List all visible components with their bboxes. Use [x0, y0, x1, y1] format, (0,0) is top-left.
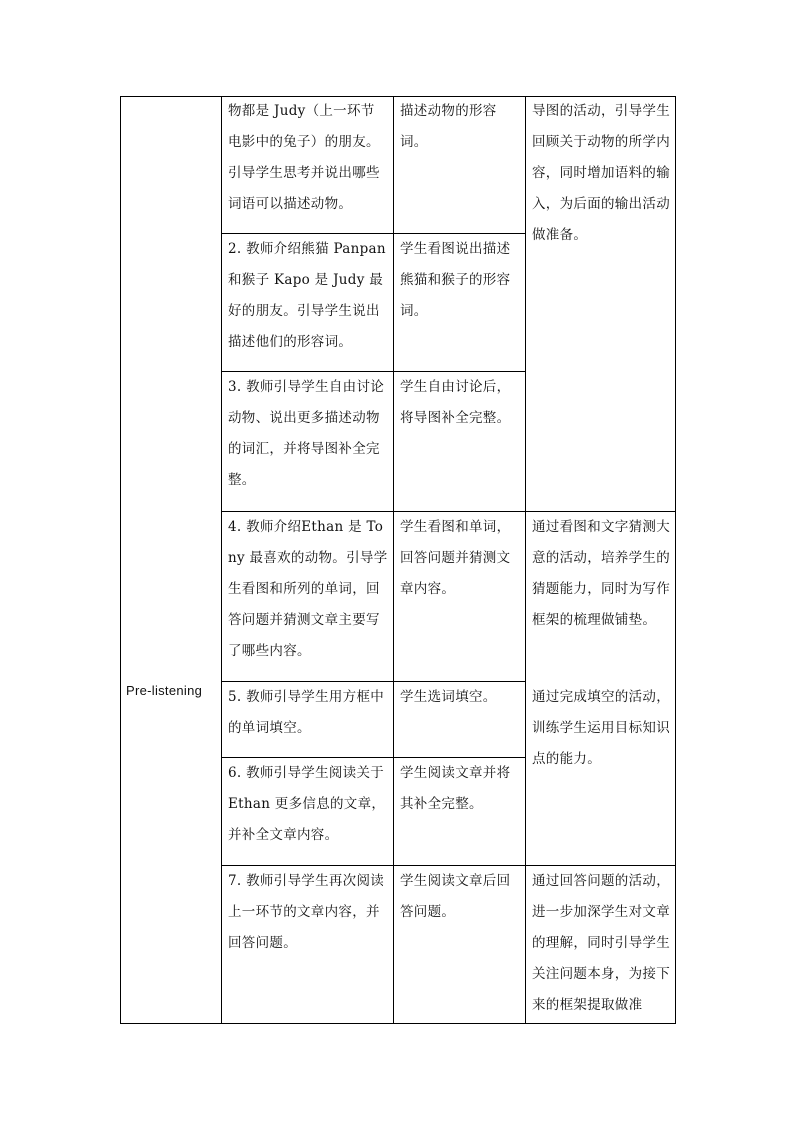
teacher-activity-cell: 4. 教师介绍Ethan 是 Tony 最喜欢的动物。引导学生看图和所列的单词，回答问题并猜测文章主要写了哪些内容。: [228, 519, 388, 659]
student-activity-cell: 学生看图和单词，回答问题并猜测文章内容。: [400, 519, 511, 597]
student-activity-cell: 学生看图说出描述熊猫和猴子的形容词。: [400, 241, 511, 319]
student-activity-cell: 学生选词填空。: [400, 689, 497, 705]
design-intent-cell: 导图的活动，引导学生回顾关于动物的所学内容，同时增加语料的输入，为后面的输出活动做准备。: [532, 103, 670, 243]
teacher-activity-cell: 物都是 Judy（上一环节电影中的兔子）的朋友。引导学生思考并说出哪些词语可以描述动物。: [228, 103, 380, 212]
student-activity-cell: 学生自由讨论后，将导图补全完整。: [400, 379, 511, 426]
stage-label: Pre-listening: [126, 683, 203, 698]
table-border-left: [120, 96, 121, 1024]
table-border-right: [675, 96, 676, 1024]
student-activity-cell: 描述动物的形容词。: [400, 103, 497, 150]
teacher-activity-cell: 7. 教师引导学生再次阅读上一环节的文章内容，并回答问题。: [228, 873, 385, 951]
table-border-bottom: [120, 1023, 676, 1024]
design-intent-cell: 通过回答问题的活动，进一步加深学生对文章的理解，同时引导学生关注问题本身，为接下来的框架提取做准: [532, 873, 670, 1013]
lesson-plan-table: [120, 96, 676, 1024]
design-intent-cell: 通过完成填空的活动，训练学生运用目标知识点的能力。: [532, 689, 670, 767]
student-activity-cell: 学生阅读文章后回答问题。: [400, 873, 511, 920]
teacher-activity-cell: 6. 教师引导学生阅读关于 Ethan 更多信息的文章，并补全文章内容。: [228, 765, 386, 843]
student-activity-cell: 学生阅读文章并将其补全完整。: [400, 765, 511, 812]
teacher-activity-cell: 3. 教师引导学生自由讨论动物、说出更多描述动物的词汇，并将导图补全完整。: [228, 379, 385, 488]
column-divider: [393, 96, 394, 1024]
teacher-activity-cell: 5. 教师引导学生用方框中的单词填空。: [228, 689, 385, 736]
column-divider: [221, 96, 222, 1024]
column-divider: [525, 96, 526, 1024]
design-intent-cell: 通过看图和文字猜测大意的活动，培养学生的猜题能力，同时为写作框架的梳理做铺垫。: [532, 519, 670, 628]
teacher-activity-cell: 2. 教师介绍熊猫 Panpan 和猴子 Kapo 是 Judy 最好的朋友。引导学生说出描述他们的形容词。: [228, 241, 386, 350]
